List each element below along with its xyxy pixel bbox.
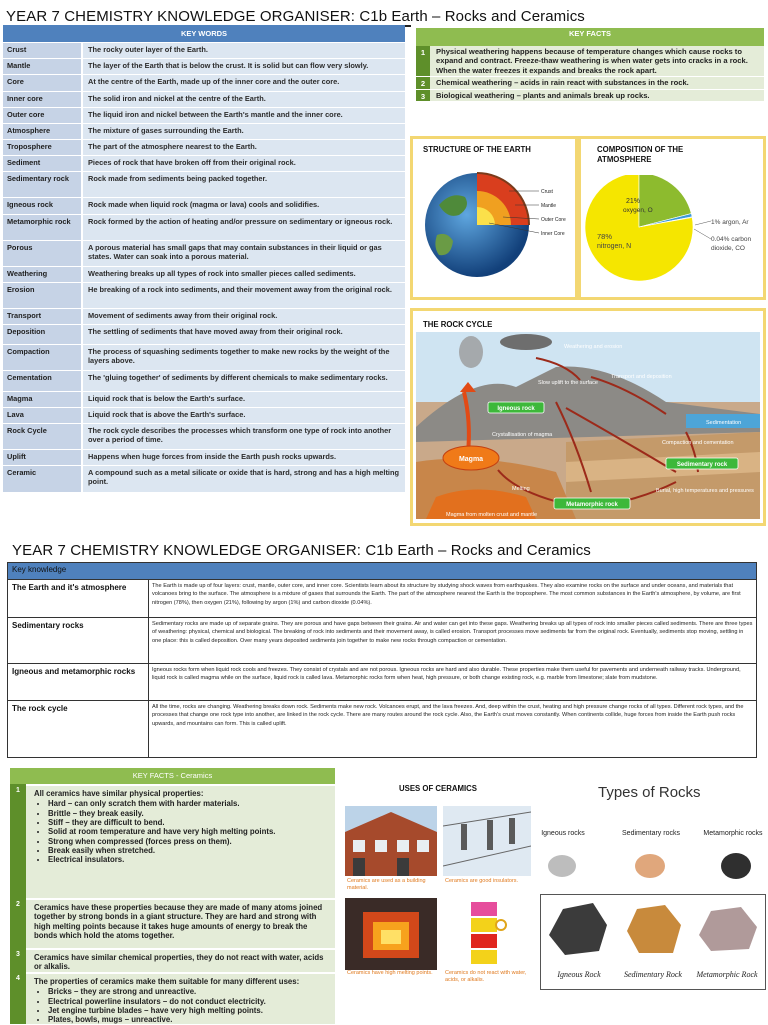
key-word-row xyxy=(3,371,405,392)
key-word-term: Compaction xyxy=(3,345,82,371)
rock-photo-label: Metamorphic Rock xyxy=(696,970,758,979)
key-word-term: Cementation xyxy=(3,371,82,392)
ceramics-fact-number: 1 xyxy=(10,784,26,898)
key-word-term: Crust xyxy=(3,43,82,59)
earth-label: Outer Core xyxy=(541,217,566,223)
key-word-term: Lava xyxy=(3,408,82,424)
key-word-term: Deposition xyxy=(3,325,82,345)
ceramics-fact-lead: The properties of ceramics make them suitable for many different uses: xyxy=(34,977,300,986)
key-word-definition: A compound such as a metal silicate or oxide that is hard, strong and has a high melting point. xyxy=(82,466,405,492)
co2-callout: dioxide, CO xyxy=(711,245,745,252)
rock-cycle-label: Crystallisation of magma xyxy=(492,432,553,438)
key-word-term: Sedimentary rock xyxy=(3,172,82,198)
key-word-term: Erosion xyxy=(3,283,82,309)
rock-type-label: Sedimentary rocks xyxy=(622,830,680,837)
magma-label: Magma xyxy=(458,456,484,463)
use-caption: Ceramics do not react with water, acids, or alkalis. xyxy=(445,970,527,984)
earth-label: Inner Core xyxy=(541,231,565,237)
rock-cycle-label: Transport and deposition xyxy=(611,374,672,380)
key-fact-number: 3 xyxy=(416,90,430,101)
insulator-photo xyxy=(443,806,531,876)
key-word-row xyxy=(3,215,405,241)
key-word-row xyxy=(3,140,405,156)
use-caption: Ceramics have high melting points. xyxy=(347,970,433,976)
key-words-table xyxy=(3,25,405,492)
mugs-photo xyxy=(461,898,511,970)
sedimentary-rock-photo xyxy=(627,905,681,953)
ceramics-fact-bullet: • Electrical powerline insulators – do not conduct electricity. xyxy=(48,997,327,1006)
key-fact-text: Biological weathering – plants and animals break up rocks. xyxy=(430,90,764,101)
key-word-row xyxy=(3,75,405,92)
key-word-definition: The part of the atmosphere nearest to the Earth. xyxy=(82,140,405,156)
key-word-row xyxy=(3,156,405,172)
key-word-definition: The settling of sediments that have moved away from their original rock. xyxy=(82,325,405,345)
rock-cycle-label: Sedimentary rock xyxy=(676,462,728,468)
ceramics-fact-bullet: • Plates, bowls, mugs – unreactive. xyxy=(48,1015,327,1024)
rain-cloud xyxy=(500,334,552,350)
types-of-rocks-title: Types of Rocks xyxy=(598,784,701,801)
key-word-row xyxy=(3,466,405,492)
atmosphere-pie-chart xyxy=(581,175,763,297)
key-word-row xyxy=(3,59,405,75)
earth-structure-title: STRUCTURE OF THE EARTH xyxy=(423,145,531,154)
knowledge-text: Igneous rocks form when liquid rock cools and freezes. They consist of crystals and are not porous. Igneous rocks are hard and also durable. These properties make them useful for pavements and underneath railway tracks. Underground, liquid rock is called magma while on the surface, liquid rock is called lava. Metamorphic rocks form when heat, high pressure, or both change existing rock, e.g. marble from limestone; slate from mudstone. xyxy=(149,664,757,701)
rock-cycle-label: Compaction and cementation xyxy=(662,440,734,446)
key-word-definition: Happens when huge forces from inside the Earth push rocks upwards. xyxy=(82,450,405,466)
earth-diagram xyxy=(419,165,574,290)
slice-label: nitrogen, N xyxy=(597,243,632,250)
kiln-photo xyxy=(345,898,437,970)
key-fact-text: Chemical weathering – acids in rain react with substances in the rock. xyxy=(430,77,764,88)
ceramics-fact-lead: Ceramics have similar chemical properties, they do not react with water, acids or alkalis. xyxy=(26,948,335,972)
key-word-term: Outer core xyxy=(3,108,82,124)
key-word-definition: The layer of the Earth that is below the crust. It is solid but can flow very slowly. xyxy=(82,59,405,75)
types-of-rocks-section xyxy=(538,780,766,1022)
atmosphere-title: COMPOSITION OF THE ATMOSPHERE xyxy=(597,145,684,165)
ceramics-fact-bullet: • Hard – can only scratch them with harder materials. xyxy=(48,799,327,808)
key-word-definition: The rock cycle describes the processes which transform one type of rock into another over a period of time. xyxy=(82,424,405,450)
uses-of-ceramics-section xyxy=(343,780,533,1020)
key-word-row xyxy=(3,408,405,424)
key-word-definition: The solid iron and nickel at the centre of the Earth. xyxy=(82,92,405,108)
key-word-row xyxy=(3,325,405,345)
key-fact-item xyxy=(416,46,764,76)
argon-callout: 1% argon, Ar xyxy=(711,219,749,226)
brick-house-photo xyxy=(345,806,437,876)
igneous-rock-thumb xyxy=(548,855,576,877)
key-word-term: Core xyxy=(3,75,82,92)
key-word-term: Metamorphic rock xyxy=(3,215,82,241)
ceramics-facts-heading: KEY FACTS - Ceramics xyxy=(10,768,335,784)
key-word-row xyxy=(3,172,405,198)
key-word-row xyxy=(3,92,405,108)
knowledge-row xyxy=(8,664,757,701)
ceramics-fact-bullet: • Jet engine turbine blades – have very high melting points. xyxy=(48,1006,327,1015)
key-word-definition: He breaking of a rock into sediments, and their movement away from the original rock. xyxy=(82,283,405,309)
key-word-row xyxy=(3,267,405,283)
key-word-row xyxy=(3,241,405,267)
key-word-row xyxy=(3,198,405,215)
key-word-row xyxy=(3,108,405,124)
key-words-heading: KEY WORDS xyxy=(3,25,405,43)
rock-cycle-diagram xyxy=(416,332,760,519)
slice-label: oxygen, O xyxy=(623,207,653,214)
key-word-row xyxy=(3,309,405,325)
ceramics-fact-lead: Ceramics have these properties because they are made of many atoms joined together by strong bonds in a giant structure. They are hard and strong with high melting points because it takes huge amounts of energy to break the bonds which hold the atoms together. xyxy=(26,898,335,948)
knowledge-row xyxy=(8,701,757,758)
key-word-term: Porous xyxy=(3,241,82,267)
rock-cycle-label: Weathering and erosion xyxy=(564,344,623,350)
key-word-term: Transport xyxy=(3,309,82,325)
key-fact-item xyxy=(416,89,764,101)
use-caption: Ceramics are used as a building material. xyxy=(347,878,426,892)
callout-line xyxy=(695,221,711,225)
key-word-term: Igneous rock xyxy=(3,198,82,215)
key-word-definition: Weathering breaks up all types of rock into smaller pieces called sediments. xyxy=(82,267,405,283)
key-word-term: Atmosphere xyxy=(3,124,82,140)
rock-cycle-label: Igneous rock xyxy=(497,406,535,412)
key-fact-text: Physical weathering happens because of temperature changes which cause rocks to expand and contract. Freeze-thaw weathering is when water gets into cracks in a rock. When the water freezes it expands and breaks the rock apart. xyxy=(430,46,764,76)
ceramics-fact-lead: All ceramics have similar physical properties: xyxy=(34,789,204,798)
key-word-term: Magma xyxy=(3,392,82,408)
callout-line xyxy=(694,229,711,239)
knowledge-page-title: YEAR 7 CHEMISTRY KNOWLEDGE ORGANISER: C1b Earth – Rocks and Ceramics xyxy=(12,542,591,559)
knowledge-text: All the time, rocks are changing. Weathering breaks down rock. Sediments make new rock. Volcanoes erupt, and the lava freezes. And, deep within the crust, heating and high pressure change rocks of all types. Different rock types, and the processes that change one rock type into another, are linked in the rock cycle. There are many routes around the rock cycle. Also, the Earth's crust moves constantly. When continents collide, huge forces from inside the Earth push rocks upwards, and mountains can form. This is called uplift. xyxy=(149,701,757,758)
key-word-definition: The liquid iron and nickel between the Earth's mantle and the inner core. xyxy=(82,108,405,124)
ceramics-fact-number: 4 xyxy=(10,972,26,1024)
knowledge-row xyxy=(8,618,757,664)
ceramics-fact-number: 2 xyxy=(10,898,26,948)
rock-type-label: Igneous rocks xyxy=(541,830,585,837)
ash-cloud xyxy=(459,336,483,368)
metamorphic-rock-photo xyxy=(699,907,757,951)
sedimentary-rock-thumb xyxy=(635,854,665,878)
key-word-term: Rock Cycle xyxy=(3,424,82,450)
key-word-definition: The process of squashing sediments together to make new rocks by the weight of the layers above. xyxy=(82,345,405,371)
key-fact-item xyxy=(416,76,764,88)
slice-label: 78% xyxy=(597,232,613,241)
metamorphic-rock-thumb xyxy=(721,853,751,879)
key-word-definition: Movement of sediments away from their original rock. xyxy=(82,309,405,325)
key-word-term: Inner core xyxy=(3,92,82,108)
knowledge-label: Sedimentary rocks xyxy=(8,618,149,664)
ceramics-fact-bullet: • Brittle – they break easily. xyxy=(48,809,327,818)
knowledge-text: The Earth is made up of four layers: crust, mantle, outer core, and inner core. Scientists learn about its structure by studying shock waves from earthquakes. They also examine rocks on the surface and under oceans, and materials that volcanoes bring to the surface. The atmosphere is a mixture of gases that surrounds the Earth. The part of the atmosphere nearest the Earth is the troposphere. The most common substances in the Earth's atmosphere, by volume, are first nitrogen (78%), then oxygen (21%), following by argon (1%) and carbon dioxide (0.04%). xyxy=(149,580,757,618)
ceramics-fact-bullet: • Break easily when stretched. xyxy=(48,846,327,855)
key-word-definition: The 'gluing together' of sediments by different chemicals to make sedimentary rocks. xyxy=(82,371,405,392)
ceramics-fact-bullet: • Electrical insulators. xyxy=(48,855,327,864)
knowledge-label: The rock cycle xyxy=(8,701,149,758)
key-word-definition: The rocky outer layer of the Earth. xyxy=(82,43,405,59)
rock-cycle-label: Sedimentation xyxy=(706,420,742,426)
key-word-definition: Liquid rock that is below the Earth's surface. xyxy=(82,392,405,408)
rock-photos-frame xyxy=(540,894,766,990)
key-word-term: Ceramic xyxy=(3,466,82,492)
knowledge-text: Sedimentary rocks are made up of separate grains. They are porous and have gaps between their grains. Air and water can get into these gaps. Weathering breaks up all types of rock into smaller pieces called sediments. There are three types of weathering: physical, chemical and biological. The breaking of rock into sediments and their movement away, is called erosion. Transport processes move sediments far from the original rock. Eventually, sediments stop moving, settling in one place: this is called deposition. Over many years deposited sediments join together to make new rocks through compaction or cementation. xyxy=(149,618,757,664)
rock-cycle-label: Burial, high temperatures and pressures xyxy=(656,488,754,494)
knowledge-row xyxy=(8,580,757,618)
ceramics-fact-bullet: • Bricks – they are strong and unreactive. xyxy=(48,987,327,996)
key-word-term: Uplift xyxy=(3,450,82,466)
igneous-rock-photo xyxy=(549,903,607,955)
key-facts-list xyxy=(416,46,764,101)
key-word-term: Sediment xyxy=(3,156,82,172)
rock-type-label: Metamorphic rocks xyxy=(703,830,763,837)
key-word-row xyxy=(3,124,405,140)
small-rocks-row xyxy=(538,848,766,884)
rock-cycle-title: THE ROCK CYCLE xyxy=(423,320,493,329)
key-word-definition: Rock made from sediments being packed together. xyxy=(82,172,405,198)
key-fact-number: 1 xyxy=(416,46,430,76)
key-word-term: Mantle xyxy=(3,59,82,75)
rock-cycle-label: Melting xyxy=(512,486,530,492)
earth-label: Crust xyxy=(541,189,553,195)
key-word-definition: At the centre of the Earth, made up of the inner core and the outer core. xyxy=(82,75,405,92)
ceramics-fact-item xyxy=(10,948,335,972)
rock-cycle-label: Metamorphic rock xyxy=(566,502,618,508)
key-knowledge-table xyxy=(7,562,757,758)
key-knowledge-heading: Key knowledge xyxy=(8,563,757,580)
ceramics-facts-list xyxy=(10,784,335,1024)
rock-photos xyxy=(541,895,763,965)
earth-structure-panel xyxy=(410,136,578,300)
ceramics-fact-number: 3 xyxy=(10,948,26,972)
key-fact-number: 2 xyxy=(416,77,430,88)
key-word-definition: Rock made when liquid rock (magma or lava) cools and solidifies. xyxy=(82,198,405,215)
ceramics-fact-item xyxy=(10,898,335,948)
key-word-row xyxy=(3,43,405,59)
rock-photo-label: Sedimentary Rock xyxy=(624,970,682,979)
key-word-row xyxy=(3,283,405,309)
rock-cycle-label: Magma from molten crust and mantle xyxy=(446,512,538,518)
key-word-definition: Pieces of rock that have broken off from their original rock. xyxy=(82,156,405,172)
ceramics-fact-item xyxy=(10,784,335,898)
ceramics-fact-bullet: • Solid at room temperature and have very high melting points. xyxy=(48,827,327,836)
key-word-definition: A porous material has small gaps that may contain substances in their liquid or gas states. Water can soak into a porous material. xyxy=(82,241,405,267)
key-word-definition: Liquid rock that is above the Earth's surface. xyxy=(82,408,405,424)
key-word-term: Weathering xyxy=(3,267,82,283)
use-caption: Ceramics are good insulators. xyxy=(445,878,519,884)
earth-label: Mantle xyxy=(541,203,557,209)
knowledge-label: Igneous and metamorphic rocks xyxy=(8,664,149,701)
co2-callout: 0.04% carbon xyxy=(711,236,752,243)
ceramics-fact-bullet: • Strong when compressed (forces press on them). xyxy=(48,837,327,846)
rock-cycle-label: Slow uplift to the surface xyxy=(538,380,598,386)
key-word-definition: The mixture of gases surrounding the Earth. xyxy=(82,124,405,140)
key-word-row xyxy=(3,450,405,466)
key-word-row xyxy=(3,392,405,408)
key-word-row xyxy=(3,424,405,450)
knowledge-label: The Earth and it's atmosphere xyxy=(8,580,149,618)
page-title: YEAR 7 CHEMISTRY KNOWLEDGE ORGANISER: C1b Earth – Rocks and Ceramics xyxy=(6,8,585,25)
ceramics-fact-bullet: • Stiff – they are difficult to bend. xyxy=(48,818,327,827)
rock-cycle-panel xyxy=(410,308,766,526)
rock-photo-label: Igneous Rock xyxy=(557,970,601,979)
slice-label: 21% xyxy=(626,198,641,205)
key-word-definition: Rock formed by the action of heating and/or pressure on sedimentary or igneous rock. xyxy=(82,215,405,241)
ceramics-fact-item xyxy=(10,972,335,1024)
key-facts-heading: KEY FACTS xyxy=(416,28,764,46)
uses-title: USES OF CERAMICS xyxy=(399,784,477,793)
atmosphere-panel xyxy=(578,136,766,300)
key-word-row xyxy=(3,345,405,371)
key-word-term: Troposphere xyxy=(3,140,82,156)
